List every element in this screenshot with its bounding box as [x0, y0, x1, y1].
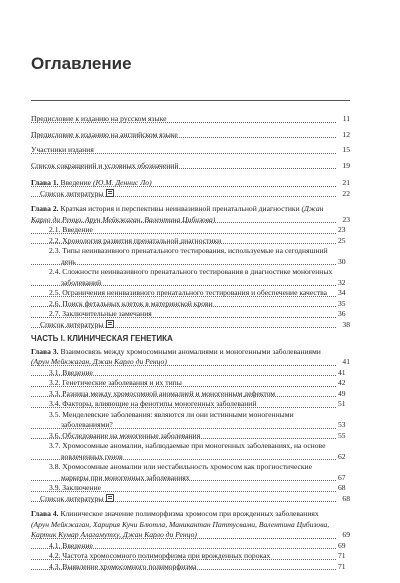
page-title: Оглавление — [31, 54, 132, 73]
toc-entry-contributors[interactable]: Участники издания 15 — [31, 145, 350, 154]
page-number: 21 — [342, 178, 350, 187]
toc-chapter-3[interactable]: Глава 3. Взаимосвязь между хромосомными аномалиями и моногенными заболеваниями (Арун Мейкжаган, Джан Карло ди Ренцо) 41 — [31, 346, 350, 366]
page-number: 68 — [349, 483, 350, 494]
toc-section[interactable]: 3.3. Разница между хромосомной аномалией и моногенным дефектом 49 — [31, 389, 350, 400]
page-number: 49 — [349, 389, 350, 400]
page-number: 68 — [342, 493, 350, 503]
toc-section[interactable]: 3.5. Менделевские заболевания: являются ли они истинными моногенными заболеваниями? 53 — [31, 410, 350, 431]
page-number: 22 — [342, 188, 350, 198]
page-number: 36 — [349, 309, 350, 320]
page-number: 35 — [349, 299, 350, 310]
toc-section[interactable]: 2.1. Введение 23 — [31, 225, 350, 236]
page-number: 23 — [349, 225, 350, 236]
toc-chapter-4[interactable]: Глава 4. Клиническое значение полиморфизма хромосом при врожденных заболеваниях (Арун Мейкжаган, Харирия Кучи Блютла, Маникантан Паттусвами, Валентина Цибизова, Картик Кумар Алагамутху, Джан Карло ди Ренцо) 69 — [31, 509, 350, 539]
page-number: 34 — [349, 288, 350, 299]
toc-entry-preface-en[interactable]: Предисловие к изданию на английском языке 12 — [31, 129, 350, 139]
toc-section[interactable]: 3.4. Факторы, влияющие на фенотипы моногенных заболеваний 51 — [31, 399, 350, 410]
page-number: 11 — [342, 114, 350, 123]
qr-code-icon — [106, 494, 114, 502]
toc-section[interactable]: 2.3. Типы неинвазивного пренатального тестирования, используемые на сегодняшний день 30 — [31, 246, 350, 267]
toc-section[interactable]: 4.2. Частота хромосомного полиморфизма при врожденных пороках 71 — [31, 551, 350, 562]
toc-literature-ch1[interactable]: Список литературы 22 — [31, 189, 350, 200]
toc-entry-abbreviations[interactable]: Список сокращений и условных обозначений 19 — [31, 160, 350, 170]
page-number: 32 — [349, 278, 350, 289]
page-number: 15 — [342, 145, 350, 154]
page-number: 42 — [349, 378, 350, 389]
page-number: 51 — [349, 399, 350, 410]
page-number: 69 — [342, 530, 350, 539]
toc-section[interactable]: 3.1. Введение 41 — [31, 368, 350, 379]
page-number: 12 — [342, 129, 350, 139]
toc-literature-ch3[interactable]: Список литературы 68 — [31, 494, 350, 505]
toc-section[interactable]: 3.7. Хромосомные аномалии, наблюдаемые при моногенных заболеваниях, на основе вовлеченных генов 62 — [31, 441, 350, 462]
toc-section[interactable]: 2.2. Хронология развития пренатальной диагностики 25 — [31, 236, 350, 247]
page-number: 53 — [349, 420, 350, 431]
toc-section[interactable]: 3.2. Генетические заболевания и их типы 42 — [31, 378, 350, 389]
toc-section[interactable]: 3.8. Хромосомные аномалии или нестабильность хромосом как прогностические маркеры при моногенных заболеваниях 67 — [31, 462, 350, 483]
page-number: 55 — [349, 431, 350, 442]
toc-section[interactable]: 4.3. Выявление хромосомного полиморфизма 71 — [31, 562, 350, 573]
page-number: 41 — [349, 368, 350, 379]
qr-code-icon — [106, 320, 114, 328]
toc-part-heading[interactable]: ЧАСТЬ I. КЛИНИЧЕСКАЯ ГЕНЕТИКА — [31, 334, 173, 343]
title-divider — [31, 100, 350, 101]
toc-section[interactable]: 3.6. Обследование на моногенные заболевания 55 — [31, 431, 350, 442]
toc-section[interactable]: 2.4. Сложности неинвазивного пренатального тестирования в диагностике моногенных заболеваний 32 — [31, 267, 350, 288]
page-number: 62 — [349, 452, 350, 463]
page-number: 41 — [342, 357, 350, 366]
toc-section[interactable]: 2.7. Заключительные замечания 36 — [31, 309, 350, 320]
page-number: 71 — [349, 562, 350, 573]
page-number: 71 — [349, 551, 350, 562]
toc-section[interactable]: 3.9. Заключение 68 — [31, 483, 350, 494]
page-number: 30 — [349, 257, 350, 268]
table-of-contents — [31, 114, 350, 572]
toc-section[interactable]: 2.5. Ограничения неинвазивного пренатального тестирования и обеспечение качества 34 — [31, 288, 350, 299]
page-number: 23 — [342, 214, 350, 224]
toc-section[interactable]: 2.6. Поиск фетальных клеток в материнской крови 35 — [31, 299, 350, 310]
page-number: 25 — [349, 236, 350, 247]
toc-section[interactable]: 4.1. Введение 69 — [31, 541, 350, 552]
qr-code-icon — [106, 189, 114, 197]
page-number: 38 — [342, 319, 350, 329]
page-number: 69 — [349, 541, 350, 552]
page-number: 67 — [349, 473, 350, 484]
toc-literature-ch2[interactable]: Список литературы 38 — [31, 320, 350, 331]
toc-chapter-1[interactable]: Глава 1. Введение (Ю.М. Деннис Ло) 21 — [31, 178, 350, 187]
toc-entry-preface-ru[interactable]: Предисловие к изданию на русском языке 11 — [31, 114, 350, 123]
page-number: 19 — [342, 160, 350, 170]
toc-chapter-2[interactable]: Глава 2. Краткая история и перспективы неинвазивной пренатальной диагностики (Джан Карло ди Ренцо, Арун Мейкжаган, Валентина Цибизова) 23 — [31, 204, 350, 224]
